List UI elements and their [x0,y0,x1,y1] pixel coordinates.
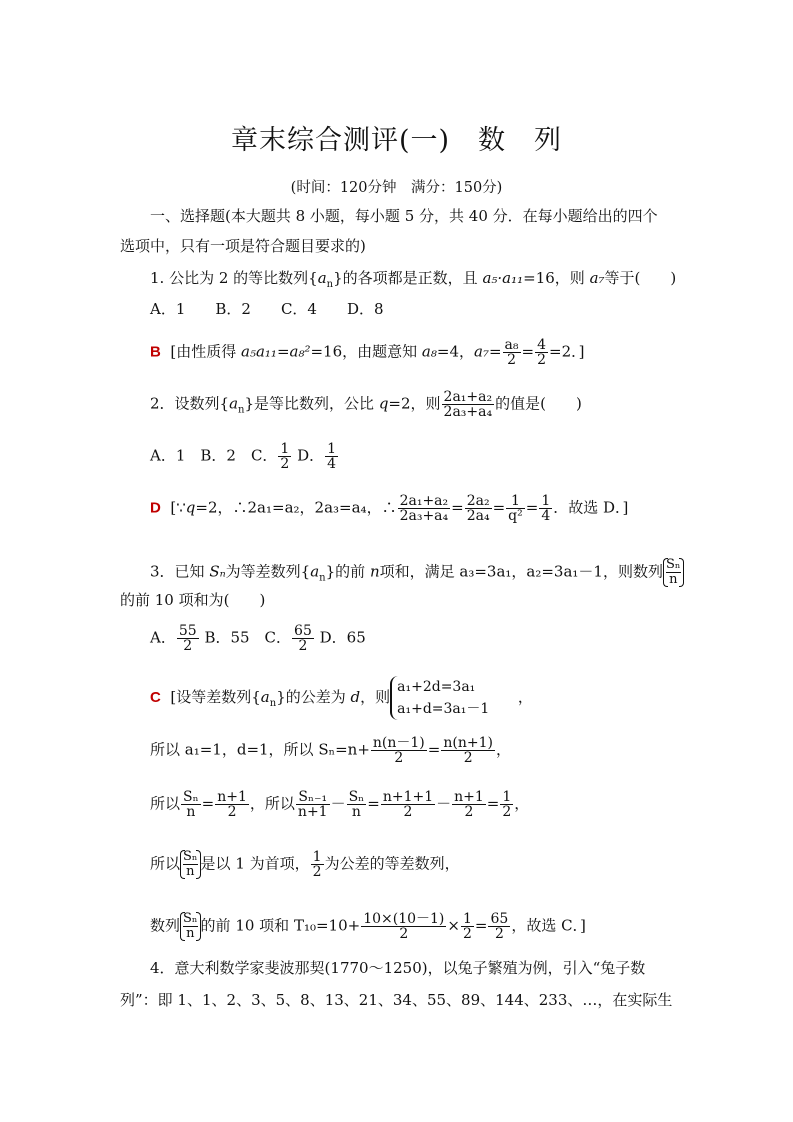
question-1-stem: 1. 公比为 2 的等比数列$\{a_n\}$的各项都是正数，且 a₅·a₁₁=16，则 a₇等于( ) [150,269,677,290]
question-2-solution: D [∵q=2，∴2a₁=a₂，2a₃=a₄，∴ $\frac{\text{2a₁+a₂}}{\text{2a₃+a₄}}$ = $\frac{\text{2a₂}}{\text{2a₄}}$ = $\frac{1}{\text{q²}}$ = $\frac{1}{4}$ ．故选 D．] [150,493,629,524]
question-3-options: A． $\frac{55}{2}$ B．55 C． $\frac{65}{2}$ D．65 [150,623,366,654]
section-heading-line2: 选项中，只有一项是符合题目要求的) [120,237,366,255]
question-3-solution-line2: 所以 a₁=1，d=1，所以 Sₙ=n+ $\frac{n(n-1)}{2}$ = $\frac{n(n+1)}{2}$ ， [150,735,511,766]
answer-letter: C [150,689,161,706]
question-3-solution-line4: 所以 $\frac{\text{Sₙ}}{n}$是以 1 为首项， $\frac{1}{2}$ 为公差的等差数列， [150,849,460,880]
equation-system: a₁+2d=3a₁ a₁+d=3a₁－1 [390,676,489,720]
page-title: 章末综合测评(一) 数 列 [230,125,563,156]
question-1-options: A．1 B．2 C．4 D．8 [150,300,384,318]
section-heading-line1: 一、选择题(本大题共 8 小题，每小题 5 分，共 40 分．在每小题给出的四个 [150,207,658,225]
question-2-options: A．1 B．2 C． $\frac{1}{2}$ D． $\frac{1}{4}$ [150,441,337,472]
question-3-stem-line2: 的前 10 项和为( ) [120,591,266,609]
exam-meta: (时间：120分钟 满分：150分) [290,180,503,196]
question-4-line1: 4．意大利数学家斐波那契(1770～1250)，以兔子繁殖为例，引入“兔子数 [150,959,646,977]
question-1-solution: B [由性质得 a₅a₁₁=a₈²=16，由题意知 a₈=4，a₇= $\frac{\text{a₈}}{2}$ = $\frac{4}{2}$ =2．] [150,337,585,368]
question-3-solution-line3: 所以 $\frac{\text{Sₙ}}{n}$ = $\frac{n+1}{2}$ ，所以 $\frac{\text{Sₙ₋₁}}{n+1}$ － $\frac{\text{Sₙ}}{n}$ = $\frac{n+1+1}{2}$ － $\frac{n+1}{2}$ = $\frac{1}{2}$ ， [150,789,530,820]
question-2-stem: 2．设数列$\{a_n\}$是等比数列，公比 q=2，则 $\frac{\text{2a₁+a₂}}{\text{2a₃+a₄}}$ 的值是( ) [150,389,582,420]
question-3-solution-line1: C [设等差数列$\{a_n\}$的公差为 d，则a₁+2d=3a₁ a₁+d=3a₁－1 ， [150,676,533,720]
question-3-stem-line1: 3．已知 Sₙ为等差数列$\{a_n\}$的前 n项和，满足 a₃=3a₁，a₂=3a₁－1，则数列 $\frac{\text{Sₙ}}{n}$ [150,558,684,589]
answer-letter: B [150,343,161,361]
question-3-solution-line5: 数列 $\frac{\text{Sₙ}}{n}$的前 10 项和 T₁₀=10+ $\frac{10\times(10-1)}{2}$ × $\frac{1}{2}$ = $\frac{65}{2}$ ，故选 C．] [150,911,586,942]
question-4-line2: 列”：即 1、1、2、3、5、8、13、21、34、55、89、144、233、…，在实际生 [120,991,673,1009]
answer-letter: D [150,499,161,517]
